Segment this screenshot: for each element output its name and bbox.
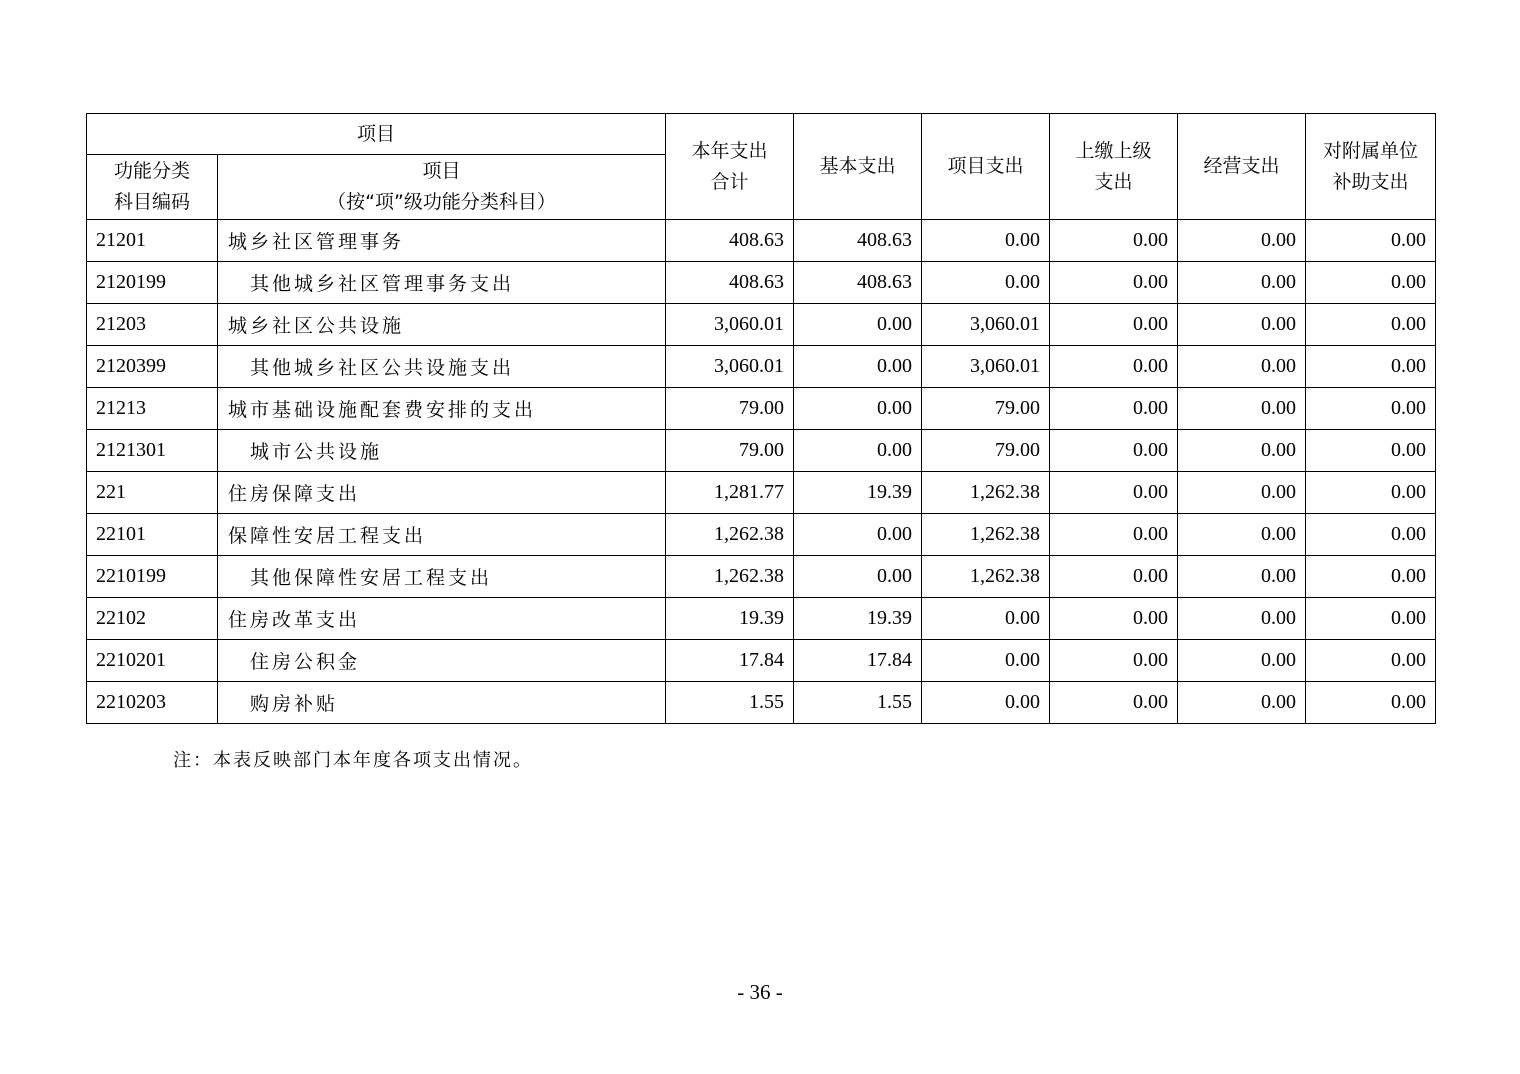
cell-name: 城乡社区管理事务	[218, 220, 666, 262]
cell-project: 0.00	[922, 220, 1050, 262]
cell-project: 79.00	[922, 388, 1050, 430]
cell-upper: 0.00	[1050, 598, 1178, 640]
cell-code: 2121301	[87, 430, 218, 472]
cell-upper: 0.00	[1050, 682, 1178, 724]
cell-code: 2210201	[87, 640, 218, 682]
table-row	[87, 430, 1436, 472]
cell-name: 住房公积金	[218, 640, 666, 682]
cell-total: 1,262.38	[666, 514, 794, 556]
page-number: - 36 -	[737, 980, 783, 1004]
table-row	[87, 682, 1436, 724]
table-row	[87, 472, 1436, 514]
cell-operating: 0.00	[1178, 640, 1306, 682]
cell-total: 17.84	[666, 640, 794, 682]
cell-basic: 0.00	[794, 346, 922, 388]
cell-project: 3,060.01	[922, 346, 1050, 388]
cell-subsidy: 0.00	[1306, 346, 1436, 388]
cell-name: 其他城乡社区公共设施支出	[218, 346, 666, 388]
table-row	[87, 514, 1436, 556]
header-total: 本年支出 合计	[666, 114, 794, 220]
cell-operating: 0.00	[1178, 388, 1306, 430]
cell-operating: 0.00	[1178, 556, 1306, 598]
cell-code: 2120199	[87, 262, 218, 304]
cell-code: 221	[87, 472, 218, 514]
cell-total: 79.00	[666, 388, 794, 430]
cell-name: 住房保障支出	[218, 472, 666, 514]
cell-total: 408.63	[666, 220, 794, 262]
cell-project: 1,262.38	[922, 556, 1050, 598]
cell-upper: 0.00	[1050, 514, 1178, 556]
cell-project: 3,060.01	[922, 304, 1050, 346]
cell-code: 21201	[87, 220, 218, 262]
header-name: 项目 （按“项”级功能分类科目）	[218, 155, 666, 220]
cell-project: 1,262.38	[922, 514, 1050, 556]
table-row	[87, 598, 1436, 640]
cell-code: 22102	[87, 598, 218, 640]
cell-subsidy: 0.00	[1306, 388, 1436, 430]
cell-name: 保障性安居工程支出	[218, 514, 666, 556]
cell-operating: 0.00	[1178, 220, 1306, 262]
cell-operating: 0.00	[1178, 514, 1306, 556]
header-operating: 经营支出	[1178, 114, 1306, 220]
cell-operating: 0.00	[1178, 598, 1306, 640]
cell-subsidy: 0.00	[1306, 514, 1436, 556]
table-row	[87, 640, 1436, 682]
table-row	[87, 556, 1436, 598]
cell-upper: 0.00	[1050, 472, 1178, 514]
cell-basic: 0.00	[794, 556, 922, 598]
table-row	[87, 388, 1436, 430]
cell-operating: 0.00	[1178, 346, 1306, 388]
cell-upper: 0.00	[1050, 304, 1178, 346]
cell-total: 408.63	[666, 262, 794, 304]
cell-basic: 0.00	[794, 430, 922, 472]
cell-subsidy: 0.00	[1306, 430, 1436, 472]
cell-upper: 0.00	[1050, 262, 1178, 304]
cell-code: 2210203	[87, 682, 218, 724]
cell-project: 79.00	[922, 430, 1050, 472]
table-row	[87, 262, 1436, 304]
cell-operating: 0.00	[1178, 430, 1306, 472]
cell-code: 22101	[87, 514, 218, 556]
cell-project: 0.00	[922, 598, 1050, 640]
cell-subsidy: 0.00	[1306, 640, 1436, 682]
cell-basic: 19.39	[794, 472, 922, 514]
header-upper: 上缴上级 支出	[1050, 114, 1178, 220]
cell-basic: 1.55	[794, 682, 922, 724]
cell-subsidy: 0.00	[1306, 682, 1436, 724]
cell-total: 19.39	[666, 598, 794, 640]
cell-name: 城乡社区公共设施	[218, 304, 666, 346]
cell-project: 0.00	[922, 682, 1050, 724]
cell-subsidy: 0.00	[1306, 304, 1436, 346]
expenditure-table-container	[86, 113, 1435, 724]
cell-subsidy: 0.00	[1306, 598, 1436, 640]
cell-upper: 0.00	[1050, 640, 1178, 682]
cell-subsidy: 0.00	[1306, 472, 1436, 514]
cell-total: 1.55	[666, 682, 794, 724]
table-body	[87, 220, 1436, 724]
cell-basic: 408.63	[794, 262, 922, 304]
cell-basic: 408.63	[794, 220, 922, 262]
cell-code: 21213	[87, 388, 218, 430]
cell-upper: 0.00	[1050, 346, 1178, 388]
cell-project: 1,262.38	[922, 472, 1050, 514]
cell-total: 3,060.01	[666, 304, 794, 346]
header-project: 项目支出	[922, 114, 1050, 220]
cell-basic: 17.84	[794, 640, 922, 682]
cell-total: 3,060.01	[666, 346, 794, 388]
cell-subsidy: 0.00	[1306, 556, 1436, 598]
cell-total: 79.00	[666, 430, 794, 472]
cell-upper: 0.00	[1050, 388, 1178, 430]
cell-subsidy: 0.00	[1306, 220, 1436, 262]
cell-operating: 0.00	[1178, 472, 1306, 514]
cell-operating: 0.00	[1178, 304, 1306, 346]
cell-code: 2120399	[87, 346, 218, 388]
table-row	[87, 346, 1436, 388]
table-note: 注：本表反映部门本年度各项支出情况。	[173, 750, 533, 771]
cell-name: 购房补贴	[218, 682, 666, 724]
cell-code: 21203	[87, 304, 218, 346]
cell-basic: 19.39	[794, 598, 922, 640]
cell-name: 其他保障性安居工程支出	[218, 556, 666, 598]
cell-name: 城市公共设施	[218, 430, 666, 472]
cell-operating: 0.00	[1178, 682, 1306, 724]
cell-upper: 0.00	[1050, 220, 1178, 262]
cell-name: 住房改革支出	[218, 598, 666, 640]
header-subsidy: 对附属单位 补助支出	[1306, 114, 1436, 220]
cell-basic: 0.00	[794, 514, 922, 556]
cell-name: 城市基础设施配套费安排的支出	[218, 388, 666, 430]
cell-basic: 0.00	[794, 304, 922, 346]
table-row	[87, 220, 1436, 262]
cell-code: 2210199	[87, 556, 218, 598]
cell-total: 1,281.77	[666, 472, 794, 514]
cell-name: 其他城乡社区管理事务支出	[218, 262, 666, 304]
cell-project: 0.00	[922, 262, 1050, 304]
header-project-group: 项目	[87, 114, 666, 155]
header-code: 功能分类 科目编码	[87, 155, 218, 220]
header-basic: 基本支出	[794, 114, 922, 220]
cell-subsidy: 0.00	[1306, 262, 1436, 304]
cell-upper: 0.00	[1050, 556, 1178, 598]
table-row	[87, 304, 1436, 346]
cell-basic: 0.00	[794, 388, 922, 430]
cell-operating: 0.00	[1178, 262, 1306, 304]
cell-upper: 0.00	[1050, 430, 1178, 472]
table-header	[87, 114, 1436, 220]
cell-project: 0.00	[922, 640, 1050, 682]
cell-total: 1,262.38	[666, 556, 794, 598]
expenditure-table	[86, 113, 1436, 724]
